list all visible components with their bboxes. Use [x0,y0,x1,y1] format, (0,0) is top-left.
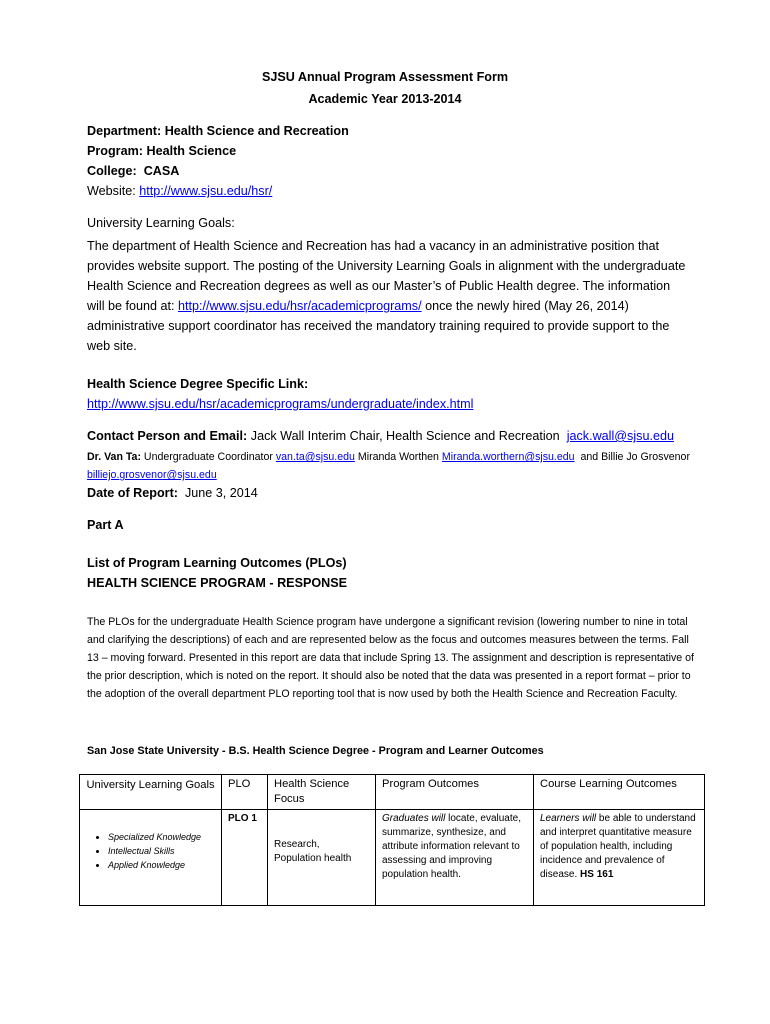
header-course-outcomes-text: Course Learning Outcomes [540,778,677,790]
ulg-cell [80,810,222,906]
header-plo [222,775,268,810]
department-value: Health Science and Recreation [164,124,349,138]
contact-line [87,429,674,443]
academic-programs-link[interactable]: http://www.sjsu.edu/hsr/academicprograms/ [178,299,422,313]
ulg-paragraph [87,236,687,356]
course-outcome-cell [534,810,705,906]
website-line [87,184,272,198]
focus-cell: Research, Population health [268,810,376,906]
header-focus-text: Health Science Focus [274,778,350,805]
table-caption: San Jose State University - B.S. Health Science Degree - Program and Learner Outcomes [87,745,544,757]
ulg-text-1: The department of Health Science and Recreation has had a vacancy in an administrative position that provides website support. The posting of the University Learning Goals in alignment with the undergraduate Health Science and Recreation degrees as well as our Master’s of Public Health degree. The information will be found at: [87,239,686,313]
ulg-heading: University Learning Goals: [87,216,235,230]
course-outcome-text: be able to understand and interpret quantitative measure of population health, including incidence and prevalence of disease. [540,813,696,880]
worthen-name: Miranda Worthen [357,451,439,463]
program-outcome-text: locate, evaluate, summarize, synthesize, and attribute information relevant to assessing and improving population health. [382,813,521,880]
vanta-role: Undergraduate Coordinator [143,451,273,463]
header-program-outcomes [376,775,534,810]
header-course-outcomes [534,775,705,810]
program-label: Program: [87,144,143,158]
college-label: College: [87,164,137,178]
vanta-email-link[interactable]: van.ta@sjsu.edu [275,451,355,463]
contact-email-link[interactable]: jack.wall@sjsu.edu [566,429,674,443]
department-label: Department: [87,124,162,138]
academic-year: Academic Year 2013-2014 [308,92,462,106]
part-a-heading: Part A [87,518,124,532]
date-line [87,486,258,500]
program-value: Health Science [146,144,237,158]
college-value: CASA [143,164,180,178]
ulg-item: • Applied Knowledge [108,858,215,872]
outcomes-table [79,774,705,906]
ulg-item: • Intellectual Skills [108,844,215,858]
plo-cell: PLO 1 [222,810,268,906]
program-outcome-cell [376,810,534,906]
header-program-outcomes-text: Program Outcomes [382,778,479,790]
website-link[interactable]: http://www.sjsu.edu/hsr/ [139,184,273,198]
program-line [87,144,236,158]
website-label: Website: [87,184,136,198]
contact-label: Contact Person and Email: [87,429,248,443]
response-heading: HEALTH SCIENCE PROGRAM - RESPONSE [87,576,348,590]
department-line [87,124,349,138]
table-header-row [80,775,705,810]
plo-description: The PLOs for the undergraduate Health Science program have undergone a significant revision (lowering number to nine in total and clarifying the descriptions) of each and are represented below as the focus and outcomes measures between the terms. Fall 13 – moving forward. Presented in this report are data that include Spring 13. The assignment and description is representative of the prior description, which is noted on the report. It should also be noted that the data was presented in a report format – prior to the adoption of the overall department PLO reporting tool that is now used by both the Health Science and Recreation Faculty. [87,616,694,700]
contact-details [87,448,697,484]
course-code: HS 161 [580,869,614,880]
date-label: Date of Report: [87,486,178,500]
vanta-name: Dr. Van Ta: [87,451,141,463]
degree-link-heading: Health Science Degree Specific Link: [87,377,309,391]
degree-link-url[interactable]: http://www.sjsu.edu/hsr/academicprograms/undergraduate/index.html [87,397,474,411]
contact-text: Jack Wall Interim Chair, Health Science and Recreation [250,429,560,443]
ulg-list [86,830,215,872]
ulg-item: • Specialized Knowledge [108,830,215,844]
grosvenor-email-link[interactable]: billiejo.grosvenor@sjsu.edu [87,469,217,481]
grosvenor-name: and Billie Jo Grosvenor [580,451,690,463]
header-ulg [80,775,222,810]
ulg-text-2: once the newly hired (May 26, 2014) administrative support coordinator has received the mandatory training required to provide support to the web site. [87,299,670,353]
date-value: June 3, 2014 [184,486,258,500]
header-focus [268,775,376,810]
course-outcome-lead: Learners will [540,813,597,824]
form-title: SJSU Annual Program Assessment Form [261,70,509,84]
college-line [87,164,179,178]
plo-list-heading: List of Program Learning Outcomes (PLOs) [87,556,347,570]
header-plo-text: PLO [228,778,251,790]
header-ulg-text: University Learning Goals [86,779,215,791]
table-row [80,810,705,906]
worthen-email-link[interactable]: Miranda.worthern@sjsu.edu [441,451,575,463]
program-outcome-lead: Graduates will [382,813,446,824]
degree-link [87,397,473,411]
